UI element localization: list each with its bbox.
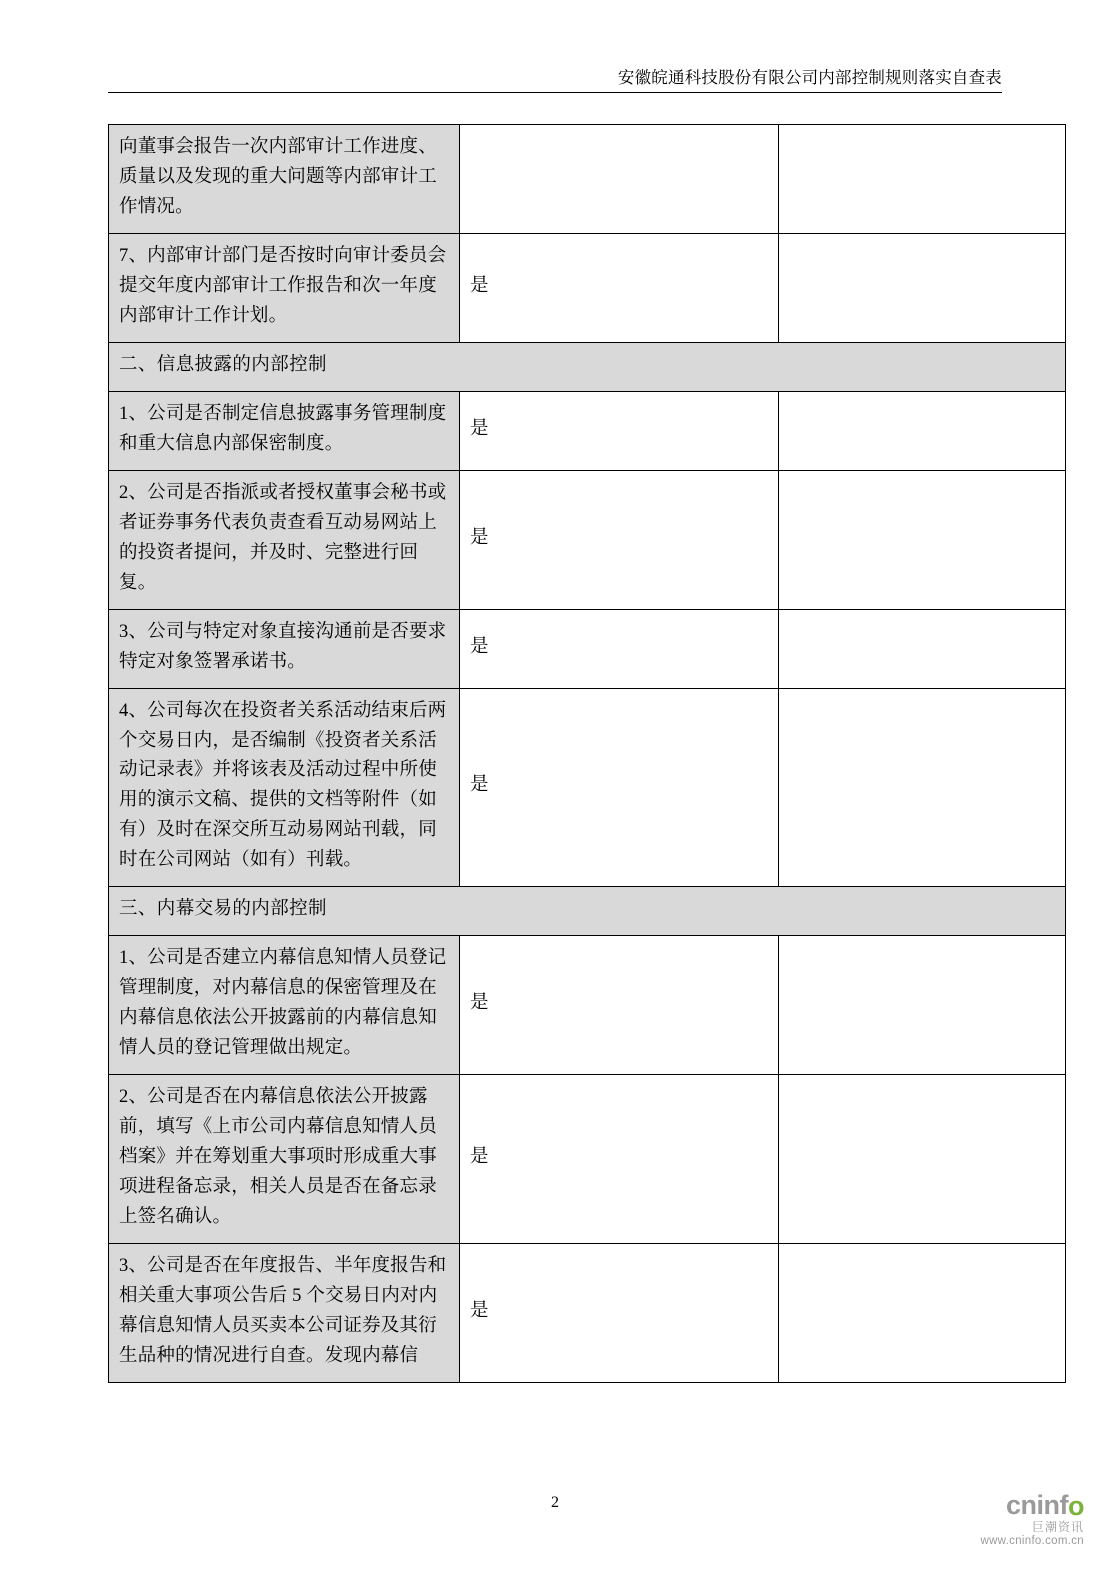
table-row — [109, 391, 1066, 470]
comment-cell — [779, 1244, 1066, 1383]
answer-cell — [460, 125, 779, 234]
table-row — [109, 1075, 1066, 1244]
question-cell: 1、公司是否制定信息披露事务管理制度和重大信息内部保密制度。 — [109, 391, 460, 470]
question-cell: 3、公司是否在年度报告、半年度报告和相关重大事项公告后 5 个交易日内对内幕信息知情人员买卖本公司证券及其衍生品种的情况进行自查。发现内幕信 — [109, 1244, 460, 1383]
header-title: 安徽皖通科技股份有限公司内部控制规则落实自查表 — [617, 68, 1002, 87]
question-cell: 3、公司与特定对象直接沟通前是否要求特定对象签署承诺书。 — [109, 609, 460, 688]
comment-cell — [779, 125, 1066, 234]
comment-cell — [779, 1075, 1066, 1244]
table-row — [109, 470, 1066, 609]
answer-cell: 是 — [460, 1075, 779, 1244]
answer-cell: 是 — [460, 470, 779, 609]
answer-cell: 是 — [460, 936, 779, 1075]
self-inspection-table — [108, 124, 1066, 1383]
logo-url: www.cninfo.com.cn — [980, 1534, 1084, 1547]
page-number: 2 — [551, 1494, 559, 1511]
answer-cell: 是 — [460, 609, 779, 688]
table-section-row — [109, 887, 1066, 936]
header-divider — [108, 92, 1002, 93]
question-cell: 4、公司每次在投资者关系活动结束后两个交易日内，是否编制《投资者关系活动记录表》并将该表及活动过程中所使用的演示文稿、提供的文档等附件（如有）及时在深交所互动易网站刊载，同时在公司网站（如有）刊载。 — [109, 688, 460, 887]
question-cell: 7、内部审计部门是否按时向审计委员会提交年度内部审计工作报告和次一年度内部审计工作计划。 — [109, 233, 460, 342]
answer-cell: 是 — [460, 1244, 779, 1383]
logo-subtitle-cn: 巨潮资讯 — [1031, 1519, 1084, 1534]
answer-cell: 是 — [460, 391, 779, 470]
table-row — [109, 936, 1066, 1075]
comment-cell — [779, 391, 1066, 470]
page-header — [108, 64, 1002, 88]
logo-text: cninf — [1006, 1489, 1068, 1520]
comment-cell — [779, 233, 1066, 342]
question-cell: 向董事会报告一次内部审计工作进度、质量以及发现的重大问题等内部审计工作情况。 — [109, 125, 460, 234]
question-cell: 2、公司是否在内幕信息依法公开披露前，填写《上市公司内幕信息知情人员档案》并在筹划重大事项时形成重大事项进程备忘录，相关人员是否在备忘录上签名确认。 — [109, 1075, 460, 1244]
comment-cell — [779, 936, 1066, 1075]
table-row — [109, 125, 1066, 234]
answer-cell: 是 — [460, 688, 779, 887]
table-row — [109, 1244, 1066, 1383]
logo-wordmark — [980, 1490, 1084, 1521]
logo-mark-icon: o — [1068, 1490, 1084, 1521]
question-cell: 1、公司是否建立内幕信息知情人员登记管理制度，对内幕信息的保密管理及在内幕信息依法公开披露前的内幕信息知情人员的登记管理做出规定。 — [109, 936, 460, 1075]
section-title: 二、信息披露的内部控制 — [109, 342, 1066, 391]
table-row — [109, 688, 1066, 887]
comment-cell — [779, 609, 1066, 688]
question-cell: 2、公司是否指派或者授权董事会秘书或者证券事务代表负责查看互动易网站上的投资者提问，并及时、完整进行回复。 — [109, 470, 460, 609]
cninfo-logo — [980, 1490, 1084, 1548]
table-section-row — [109, 342, 1066, 391]
answer-cell: 是 — [460, 233, 779, 342]
comment-cell — [779, 470, 1066, 609]
comment-cell — [779, 688, 1066, 887]
table-row — [109, 233, 1066, 342]
table-row — [109, 609, 1066, 688]
section-title: 三、内幕交易的内部控制 — [109, 887, 1066, 936]
